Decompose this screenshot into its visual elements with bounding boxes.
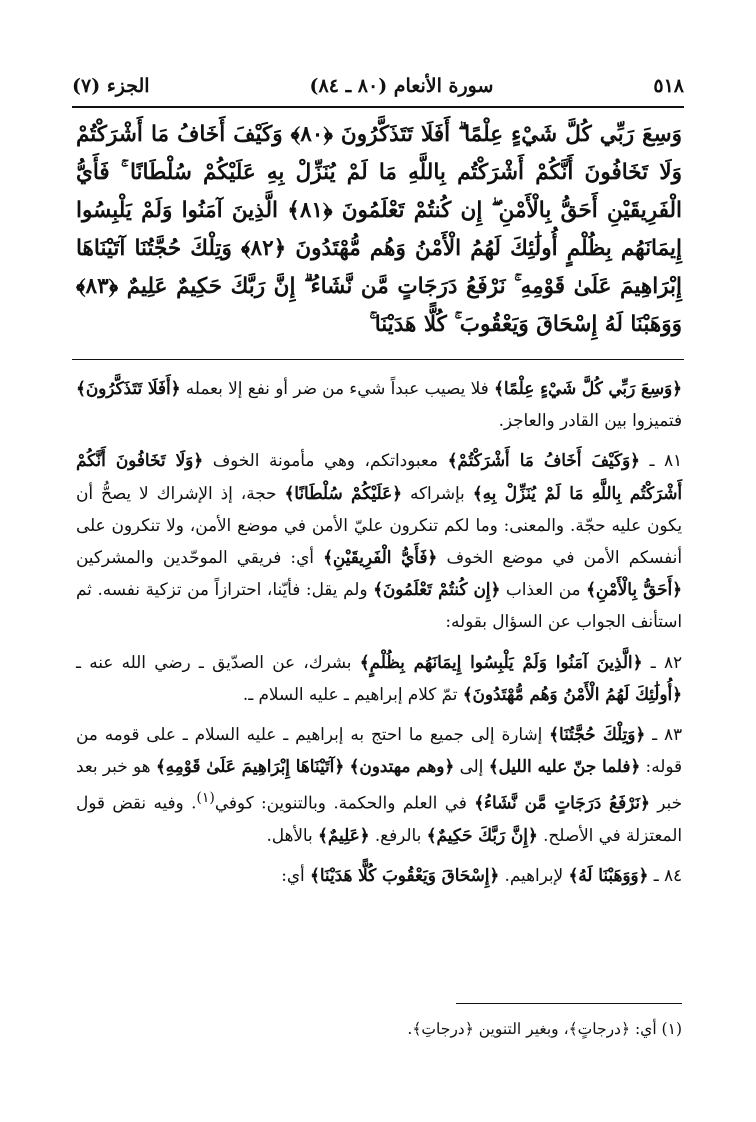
quoted-verse: ﴿عَلَيْكُمْ سُلْطَانًا﴾ xyxy=(284,482,402,503)
quoted-verse: ﴿عَلِيمٌ﴾ xyxy=(318,825,370,846)
commentary-text: أي: فريقي الموحّدين والمشركين xyxy=(76,547,324,568)
quoted-verse: ﴿وَكَيْفَ أَخَافُ مَا أَشْرَكْتُمْ﴾ xyxy=(447,450,640,471)
commentary-text: أي: xyxy=(281,865,310,886)
verses-divider xyxy=(72,359,684,360)
verse-number: ٨١ ـ xyxy=(639,450,683,471)
quoted-verse: ﴿أَحَقُّ بِالْأَمْنِ﴾ xyxy=(586,579,683,600)
commentary-paragraph-81 xyxy=(76,444,682,637)
quoted-verse: ﴿إِنَّ رَبَّكَ حَكِيمٌ﴾ xyxy=(426,825,538,846)
commentary-text: بشرك، عن الصدّيق ـ رضي الله عنه ـ xyxy=(76,651,360,672)
commentary-text: في العلم والحكمة. وبالتنوين: كوفي xyxy=(214,793,475,814)
commentary-text: فتميزوا بين القادر والعاجز. xyxy=(498,410,682,431)
commentary-text: من العذاب xyxy=(500,579,587,600)
commentary-text: لإبراهيم. xyxy=(499,865,569,886)
commentary-text: حجة، إذ الإشراك لا يصحُّ أن يكون عليه حجّة. والمعنى: وما لكم تنكرون عليّ الأمن في موضع الأمن، ولا تنكرون على أنفسكم الأمن في موضع الخوف xyxy=(76,482,682,568)
commentary-text: معبوداتكم، وهي مأمونة الخوف xyxy=(203,450,448,471)
quoted-verse: ﴿فَأَيُّ الْفَرِيقَيْنِ﴾ xyxy=(323,547,438,568)
verse-number: ٨٤ ـ xyxy=(648,865,682,886)
part-label: الجزء (٧) xyxy=(72,75,150,97)
commentary-text: ولم يقل: فأيّنا، احترازاً من تزكية نفسه. ثم استأنف الجواب عن السؤال بقوله: xyxy=(76,579,682,632)
verse-number: ٨٢ ـ xyxy=(642,651,682,672)
commentary-text: إشارة إلى جميع ما احتج به إبراهيم ـ عليه السلام ـ على قومه من قوله: xyxy=(76,724,683,777)
quoted-verse: ﴿وهم مهتدون﴾ xyxy=(349,756,455,777)
page-header xyxy=(72,66,684,106)
tafsir-commentary xyxy=(76,372,682,900)
header-rule xyxy=(72,106,684,108)
commentary-text: فلا يصيب عبداً شيء من ضر أو نفع إلا بعمله xyxy=(180,378,494,398)
quoted-verse: ﴿أَفَلَا تَتَذَكَّرُونَ﴾ xyxy=(76,378,181,398)
commentary-text: بالرفع. xyxy=(369,825,427,846)
commentary-paragraph-82 xyxy=(76,646,682,710)
quoted-verse: ﴿وَسِعَ رَبِّي كُلَّ شَيْءٍ عِلْمًا﴾ xyxy=(494,378,682,398)
commentary-text: بالأهل. xyxy=(266,825,319,846)
verse-number: ٨٣ ـ xyxy=(645,724,683,745)
commentary-text: هو خبر بعد خبر xyxy=(76,756,682,814)
quoted-verse: ﴿إِن كُنتُمْ تَعْلَمُونَ﴾ xyxy=(373,579,501,600)
quoted-verse: ﴿آتَيْنَاهَا إِبْرَاهِيمَ عَلَىٰ قَوْمِهِ﴾ xyxy=(155,756,345,777)
footnote-rule xyxy=(456,1003,682,1004)
quoted-verse: ﴿أُولَٰئِكَ لَهُمُ الْأَمْنُ وَهُم مُّهْتَدُونَ﴾ xyxy=(462,683,682,704)
quoted-verse: ﴿فلما جنّ عليه الليل﴾ xyxy=(488,756,641,777)
commentary-text: إلى xyxy=(454,756,489,777)
footnote-marker: (١) xyxy=(196,790,215,807)
quoted-verse: ﴿وَلَا تَخَافُونَ أَنَّكُمْ أَشْرَكْتُم بِاللَّهِ مَا لَمْ يُنَزِّلْ بِهِ﴾ xyxy=(76,450,683,503)
quoted-verse: ﴿نَرْفَعُ دَرَجَاتٍ مَّن نَّشَاءُ﴾ xyxy=(474,793,650,814)
quoted-verse: ﴿الَّذِينَ آمَنُوا وَلَمْ يَلْبِسُوا إِيمَانَهُم بِظُلْمٍ﴾ xyxy=(359,651,643,672)
commentary-paragraph-83 xyxy=(76,718,682,851)
commentary-text: بإشراكه xyxy=(401,482,473,503)
commentary-text: . وفيه نقض قول المعتزلة في الأصلح. xyxy=(76,793,682,846)
footnote: (١) أي: ﴿درجاتٍ﴾، وبغير التنوين ﴿درجاتِ﴾. xyxy=(407,1020,682,1038)
quoted-verse: ﴿إِسْحَاقَ وَيَعْقُوبَ كُلًّا هَدَيْنَا﴾ xyxy=(309,865,500,886)
commentary-paragraph-84 xyxy=(76,859,682,891)
quran-verses: وَسِعَ رَبِّي كُلَّ شَيْءٍ عِلْمًا ۗ أَفَلَا تَتَذَكَّرُونَ ﴿٨٠﴾ وَكَيْفَ أَخَافُ مَا أَشْرَكْتُمْ وَلَا تَخَافُونَ أَنَّكُمْ أَشْرَكْتُم بِاللَّهِ مَا لَمْ يُنَزِّلْ بِهِ عَلَيْكُمْ سُلْطَانًا ۚ فَأَيُّ الْفَرِيقَيْنِ أَحَقُّ بِالْأَمْنِ ۖ إِن كُنتُمْ تَعْلَمُونَ ﴿٨١﴾ الَّذِينَ آمَنُوا وَلَمْ يَلْبِسُوا إِيمَانَهُم بِظُلْمٍ أُولَٰئِكَ لَهُمُ الْأَمْنُ وَهُم مُّهْتَدُونَ ﴿٨٢﴾ وَتِلْكَ حُجَّتُنَا آتَيْنَاهَا إِبْرَاهِيمَ عَلَىٰ قَوْمِهِ ۚ نَرْفَعُ دَرَجَاتٍ مَّن نَّشَاءُ ۗ إِنَّ رَبَّكَ حَكِيمٌ عَلِيمٌ ﴿٨٣﴾ وَوَهَبْنَا لَهُ إِسْحَاقَ وَيَعْقُوبَ ۚ كُلًّا هَدَيْنَا ۚ xyxy=(76,122,682,337)
surah-title: سورة الأنعام (٨٠ ـ ٨٤) xyxy=(309,75,494,97)
commentary-paragraph-80 xyxy=(76,372,682,436)
quoted-verse: ﴿وَوَهَبْنَا لَهُ﴾ xyxy=(568,865,649,886)
quoted-verse: ﴿وَتِلْكَ حُجَّتُنَا﴾ xyxy=(549,724,646,745)
page-number: ٥١٨ xyxy=(653,75,684,97)
commentary-text: تمّ كلام إبراهيم ـ عليه السلام ـ. xyxy=(242,683,463,704)
